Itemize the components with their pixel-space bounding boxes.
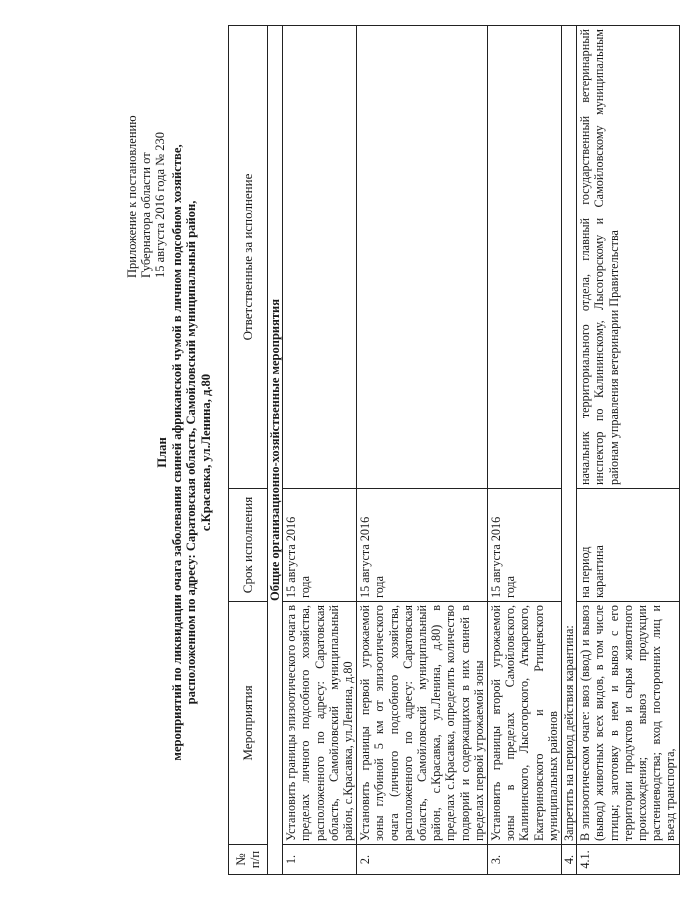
table-header-row [229, 26, 268, 875]
appendix-line-1: Приложение к постановлению [125, 115, 139, 278]
row-num: 1. [283, 845, 357, 875]
plan-title-line-3: с.Красавка, ул.Ленина, д.80 [198, 373, 213, 532]
plan-title-line-1: мероприятий по ликвидации очага заболевания свиней африканской чумой в личном подсобном хозяйстве, [169, 144, 184, 761]
row-num: 2. [357, 845, 488, 875]
header-deadline: Срок исполнения [229, 489, 268, 602]
appendix-line-3: 15 августа 2016 года № 230 [153, 132, 167, 278]
row-num: 4.1. [577, 845, 679, 875]
section-row [268, 26, 283, 875]
row-deadline: 15 августа 2016 года [357, 489, 488, 602]
table-row [562, 26, 577, 875]
row-num: 3. [488, 845, 562, 875]
row-responsible [488, 26, 562, 489]
header-num: № п/п [229, 845, 268, 875]
measures-table [228, 25, 680, 875]
plan-title-line-2: расположенном по адресу: Саратовская область, Самойловский муниципальный район, [184, 200, 198, 705]
plan-title [155, 0, 213, 905]
row-responsible [357, 26, 488, 489]
header-responsible: Ответственные за исполнение [229, 26, 268, 489]
row-responsible: начальник территориального отдела, главный государственный ветеринарный инспектор по Калининскому, Лысогорскому и Самойловскому муниципальным районам управления ветеринарии Правительства [577, 26, 679, 489]
row-measure: Запретить на период действия карантина: [562, 26, 577, 845]
row-num: 4. [562, 845, 577, 875]
row-deadline: 15 августа 2016 года [488, 489, 562, 602]
table-row [283, 26, 357, 875]
header-measure: Мероприятия [229, 602, 268, 845]
table-row [577, 26, 679, 875]
row-responsible [283, 26, 357, 489]
row-measure: В эпизоотическом очаге: ввоз (ввод) и вывоз (вывод) животных всех видов, в том числе птицы; заготовку в нем и вывоз с его территории продуктов и сырья животного происхождения; вывоз продукции растениеводства; вход посторонних лиц и въезд транспорта, [577, 602, 679, 845]
plan-heading: План [155, 437, 169, 468]
row-measure: Установить границы второй угрожаемой зоны в пределах Самойловского, Калининского, Лысогорского, Аткарского, Екатериновского и Ртищевского муниципальных районов [488, 602, 562, 845]
row-measure: Установить границы первой угрожаемой зоны глубиной 5 км от эпизоотического очага (личного подсобного хозяйства, расположенного по адресу: Саратовская область, Самойловский муниципальный район, с.Красавка, ул.Ленина, д.80) в пределах с.Красавка, определить количество подворий и содержащихся в них свиней в пределах первой угрожаемой зоны [357, 602, 488, 845]
appendix-line-2: Губернатора области от [139, 152, 153, 278]
row-deadline: 15 августа 2016 года [283, 489, 357, 602]
row-measure: Установить границы эпизоотического очага в пределах личного подсобного хозяйства, расположенного по адресу: Саратовская область, Самойловский муниципальный район, с.Красавка, ул.Ленина, д.80 [283, 602, 357, 845]
row-deadline: на период карантина [577, 489, 679, 602]
section-general-title: Общие организационно-хозяйственные мероприятия [268, 26, 283, 875]
table-row [357, 26, 488, 875]
table-row [488, 26, 562, 875]
